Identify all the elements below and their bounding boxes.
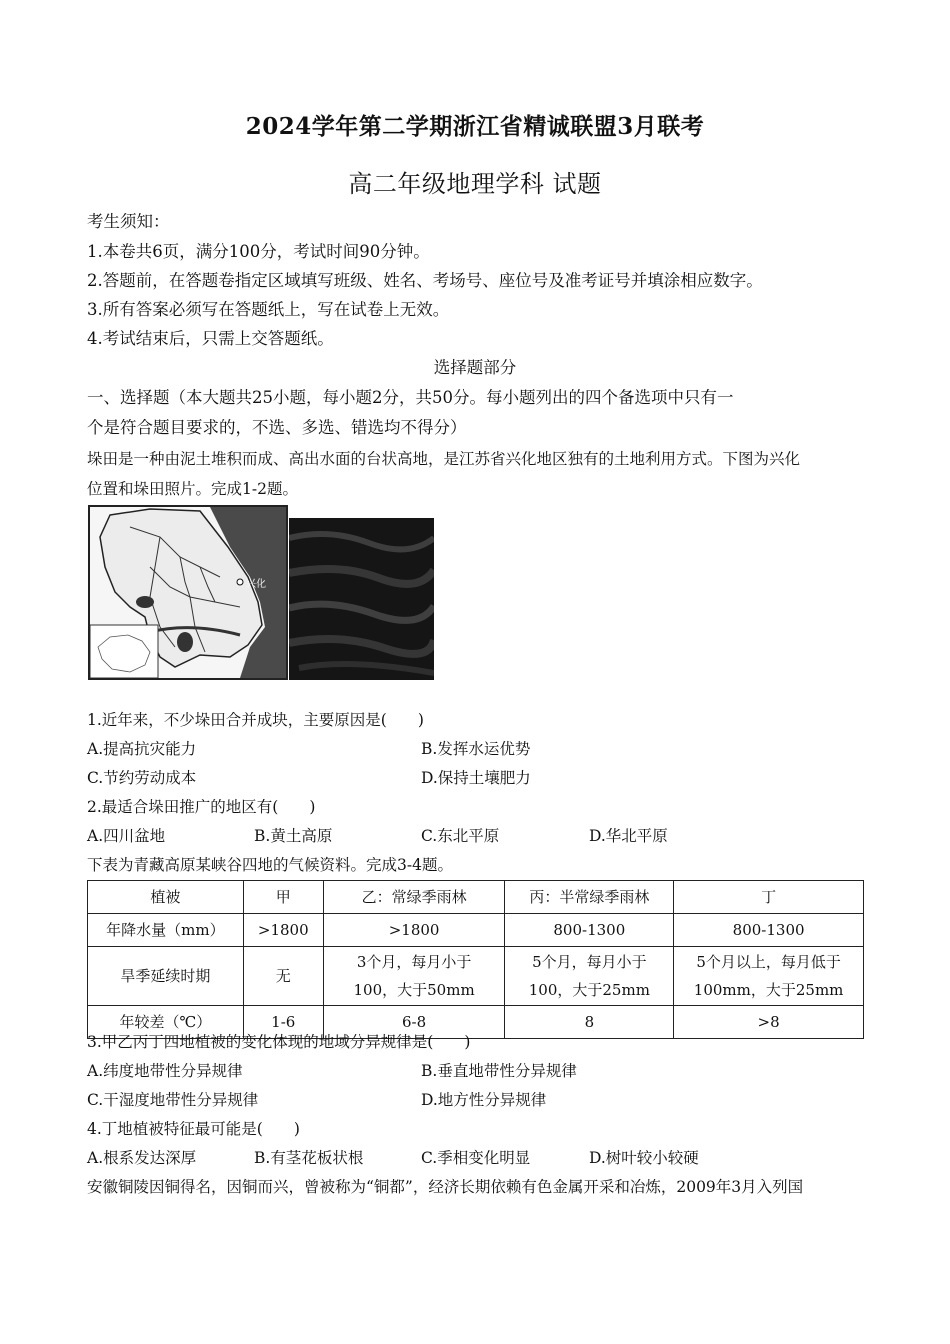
table-cell: 5个月以上，每月低于100mm，大于25mm xyxy=(674,947,864,1006)
q3-option-c[interactable]: C.干湿度地带性分异规律 xyxy=(87,1091,259,1109)
map-graphic xyxy=(90,507,286,678)
q2-option-a[interactable]: A.四川盆地 xyxy=(87,827,166,845)
climate-table xyxy=(87,880,864,1039)
q2-option-d[interactable]: D.华北平原 xyxy=(589,827,668,845)
section-instruction: 个是符合题目要求的，不选、多选、错选均不得分） xyxy=(87,418,467,437)
table-cell: 年较差（℃） xyxy=(88,1006,244,1039)
notice-heading: 考生须知： xyxy=(87,212,170,231)
exam-title: 2024学年第二学期浙江省精诚联盟3月联考 xyxy=(245,113,705,140)
question-4-stem: 4.丁地植被特征最可能是( ) xyxy=(87,1120,300,1138)
table-cell: 800-1300 xyxy=(505,914,674,947)
table-row xyxy=(88,947,864,1006)
table-header-cell: 植被 xyxy=(88,881,244,914)
duotian-photo xyxy=(289,518,434,680)
notice-item: 3.所有答案必须写在答题纸上，写在试卷上无效。 xyxy=(87,300,450,319)
q3-option-a[interactable]: A.纬度地带性分异规律 xyxy=(87,1062,243,1080)
passage-text: 位置和垛田照片。完成1-2题。 xyxy=(87,480,298,498)
jiangsu-location-map xyxy=(88,505,288,680)
table-cell: 3个月，每月小于100，大于50mm xyxy=(323,947,505,1006)
q2-option-c[interactable]: C.东北平原 xyxy=(421,827,500,845)
question-2-stem: 2.最适合垛田推广的地区有( ) xyxy=(87,798,316,816)
table-header-cell: 丁 xyxy=(674,881,864,914)
map-label-xinghua: 兴化 xyxy=(246,579,266,590)
table-cell: 无 xyxy=(243,947,323,1006)
passage-text: 垛田是一种由泥土堆积而成、高出水面的台状高地，是江苏省兴化地区独有的土地利用方式。下图为兴化 xyxy=(87,450,801,468)
q4-option-c[interactable]: C.季相变化明显 xyxy=(421,1149,531,1167)
photo-graphic xyxy=(289,518,434,680)
q2-option-b[interactable]: B.黄土高原 xyxy=(254,827,333,845)
table-cell: 年降水量（mm） xyxy=(88,914,244,947)
q1-option-c[interactable]: C.节约劳动成本 xyxy=(87,769,197,787)
q1-option-a[interactable]: A.提高抗灾能力 xyxy=(87,740,197,758)
notice-item: 4.考试结束后，只需上交答题纸。 xyxy=(87,329,334,348)
q3-option-d[interactable]: D.地方性分异规律 xyxy=(421,1091,547,1109)
table-cell: >1800 xyxy=(243,914,323,947)
table-header-cell: 甲 xyxy=(243,881,323,914)
table-cell: 6-8 xyxy=(323,1006,505,1039)
passage-text: 下表为青藏高原某峡谷四地的气候资料。完成3-4题。 xyxy=(87,856,453,874)
notice-item: 1.本卷共6页，满分100分，考试时间90分钟。 xyxy=(87,242,430,261)
q4-option-a[interactable]: A.根系发达深厚 xyxy=(87,1149,197,1167)
q4-option-d[interactable]: D.树叶较小较硬 xyxy=(589,1149,699,1167)
table-row xyxy=(88,914,864,947)
table-cell: 800-1300 xyxy=(674,914,864,947)
q1-option-d[interactable]: D.保持土壤肥力 xyxy=(421,769,531,787)
table-cell: >1800 xyxy=(323,914,505,947)
table-header-cell: 乙：常绿季雨林 xyxy=(323,881,505,914)
table-header-cell: 丙：半常绿季雨林 xyxy=(505,881,674,914)
q1-option-b[interactable]: B.发挥水运优势 xyxy=(421,740,531,758)
table-cell: >8 xyxy=(674,1006,864,1039)
passage-text: 安徽铜陵因铜得名，因铜而兴，曾被称为“铜都”，经济长期依赖有色金属开采和冶炼，2009年3月入列国 xyxy=(87,1178,804,1196)
q3-option-b[interactable]: B.垂直地带性分异规律 xyxy=(421,1062,577,1080)
q4-option-b[interactable]: B.有茎花板状根 xyxy=(254,1149,364,1167)
section-title: 选择题部分 xyxy=(433,358,517,377)
table-cell: 8 xyxy=(505,1006,674,1039)
question-3-stem: 3.甲乙丙丁四地植被的变化体现的地域分异规律是( ) xyxy=(87,1033,471,1051)
table-cell: 5个月，每月小于100，大于25mm xyxy=(505,947,674,1006)
table-header-row xyxy=(88,881,864,914)
notice-item: 2.答题前，在答题卷指定区域填写班级、姓名、考场号、座位号及准考证号并填涂相应数字。 xyxy=(87,271,763,290)
question-1-stem: 1.近年来，不少垛田合并成块，主要原因是( ) xyxy=(87,711,424,729)
exam-subtitle: 高二年级地理学科 试题 xyxy=(348,170,602,198)
table-cell: 旱季延续时期 xyxy=(88,947,244,1006)
table-cell: 1-6 xyxy=(243,1006,323,1039)
section-instruction: 一、选择题（本大题共25小题，每小题2分，共50分。每小题列出的四个备选项中只有一 xyxy=(87,388,734,407)
